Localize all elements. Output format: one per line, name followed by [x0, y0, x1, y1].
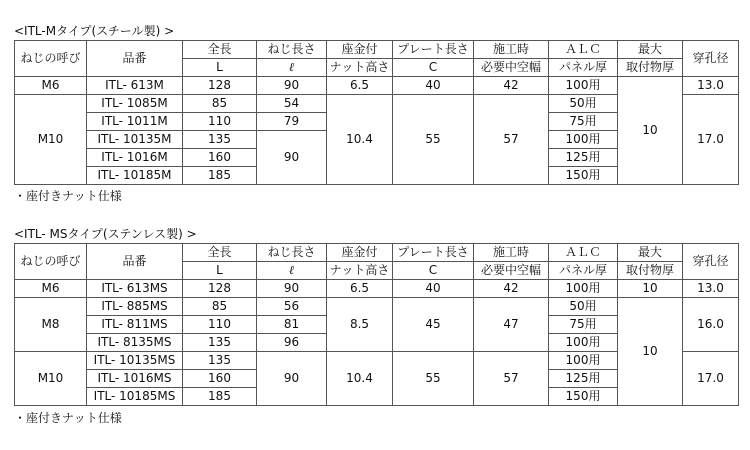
- header-hole: 穿孔径: [683, 41, 739, 77]
- cell-thread: 90: [257, 131, 327, 185]
- cell-part: ITL- 10135M: [87, 131, 183, 149]
- cell-hollow: 57: [474, 95, 549, 185]
- header-plate: プレート長さ: [393, 244, 474, 262]
- header-hollow-2: 必要中空幅: [474, 59, 549, 77]
- header-thread: ねじ長さ: [257, 41, 327, 59]
- cell-alc: 50用: [549, 95, 618, 113]
- cell-plate: 55: [393, 352, 474, 406]
- header-washer: 座金付: [327, 244, 393, 262]
- header-row: [15, 244, 739, 262]
- header-washer-2: ナット高さ: [327, 59, 393, 77]
- cell-alc: 150用: [549, 388, 618, 406]
- cell-part: ITL- 613MS: [87, 280, 183, 298]
- header-length-symbol: L: [183, 59, 257, 77]
- cell-nominal: M10: [15, 352, 87, 406]
- cell-alc: 100用: [549, 77, 618, 95]
- cell-washer: 8.5: [327, 298, 393, 352]
- cell-length: 160: [183, 370, 257, 388]
- cell-part: ITL- 1016M: [87, 149, 183, 167]
- cell-part: ITL- 885MS: [87, 298, 183, 316]
- cell-plate: 40: [393, 280, 474, 298]
- cell-length: 110: [183, 316, 257, 334]
- cell-length: 135: [183, 131, 257, 149]
- cell-alc: 125用: [549, 149, 618, 167]
- cell-length: 160: [183, 149, 257, 167]
- cell-part: ITL- 8135MS: [87, 334, 183, 352]
- cell-hole: 13.0: [683, 77, 739, 95]
- header-maxfix-2: 取付物厚: [618, 59, 683, 77]
- header-hollow-2: 必要中空幅: [474, 262, 549, 280]
- table-row: [15, 77, 739, 95]
- spec-table-itl-ms: [14, 243, 739, 406]
- cell-washer: 6.5: [327, 280, 393, 298]
- header-maxfix: 最大: [618, 41, 683, 59]
- cell-thread: 96: [257, 334, 327, 352]
- cell-length: 128: [183, 77, 257, 95]
- header-nominal: ねじの呼び: [15, 244, 87, 280]
- cell-maxfix: 10: [618, 280, 683, 298]
- cell-alc: 75用: [549, 316, 618, 334]
- header-plate-symbol: C: [393, 59, 474, 77]
- cell-alc: 125用: [549, 370, 618, 388]
- cell-part: ITL- 10185M: [87, 167, 183, 185]
- cell-hole: 16.0: [683, 298, 739, 352]
- cell-part: ITL- 613M: [87, 77, 183, 95]
- header-alc-2: パネル厚: [549, 59, 618, 77]
- cell-length: 110: [183, 113, 257, 131]
- cell-length: 185: [183, 167, 257, 185]
- cell-washer: 6.5: [327, 77, 393, 95]
- cell-alc: 50用: [549, 298, 618, 316]
- cell-part: ITL- 1085M: [87, 95, 183, 113]
- cell-plate: 55: [393, 95, 474, 185]
- cell-hole: 17.0: [683, 95, 739, 185]
- cell-hollow: 42: [474, 280, 549, 298]
- cell-part: ITL- 1016MS: [87, 370, 183, 388]
- header-hollow: 施工時: [474, 41, 549, 59]
- header-alc-2: パネル厚: [549, 262, 618, 280]
- header-maxfix-2: 取付物厚: [618, 262, 683, 280]
- table-row: [15, 280, 739, 298]
- header-washer: 座金付: [327, 41, 393, 59]
- cell-alc: 100用: [549, 280, 618, 298]
- cell-thread: 90: [257, 352, 327, 406]
- header-hole: 穿孔径: [683, 244, 739, 280]
- header-length: 全長: [183, 41, 257, 59]
- cell-hollow: 57: [474, 352, 549, 406]
- cell-thread: 90: [257, 280, 327, 298]
- cell-length: 85: [183, 95, 257, 113]
- cell-plate: 40: [393, 77, 474, 95]
- header-washer-2: ナット高さ: [327, 262, 393, 280]
- section2-note: ・座付きナット仕様: [14, 411, 122, 425]
- header-alc: ＡＬＣ: [549, 244, 618, 262]
- header-nominal: ねじの呼び: [15, 41, 87, 77]
- header-part: 品番: [87, 41, 183, 77]
- spec-table-itl-m: [14, 40, 739, 185]
- header-alc: ＡＬＣ: [549, 41, 618, 59]
- header-hollow: 施工時: [474, 244, 549, 262]
- header-row: [15, 41, 739, 59]
- section1-title: <ITL-Mタイプ(スチール製) >: [14, 24, 175, 38]
- cell-length: 135: [183, 352, 257, 370]
- cell-part: ITL- 1011M: [87, 113, 183, 131]
- cell-hollow: 47: [474, 298, 549, 352]
- cell-length: 128: [183, 280, 257, 298]
- header-plate: プレート長さ: [393, 41, 474, 59]
- cell-thread: 54: [257, 95, 327, 113]
- header-plate-symbol: C: [393, 262, 474, 280]
- cell-thread: 79: [257, 113, 327, 131]
- cell-alc: 150用: [549, 167, 618, 185]
- cell-thread: 90: [257, 77, 327, 95]
- cell-washer: 10.4: [327, 95, 393, 185]
- cell-length: 135: [183, 334, 257, 352]
- cell-alc: 100用: [549, 352, 618, 370]
- cell-part: ITL- 811MS: [87, 316, 183, 334]
- cell-maxfix: 10: [618, 77, 683, 185]
- cell-maxfix: 10: [618, 298, 683, 406]
- cell-nominal: M6: [15, 280, 87, 298]
- cell-nominal: M6: [15, 77, 87, 95]
- cell-nominal: M10: [15, 95, 87, 185]
- cell-hole: 13.0: [683, 280, 739, 298]
- cell-plate: 45: [393, 298, 474, 352]
- cell-hollow: 42: [474, 77, 549, 95]
- header-length-symbol: L: [183, 262, 257, 280]
- cell-alc: 100用: [549, 334, 618, 352]
- table-row: [15, 298, 739, 316]
- section2-title: <ITL- MSタイプ(ステンレス製) >: [14, 227, 197, 241]
- cell-alc: 100用: [549, 131, 618, 149]
- section1-note: ・座付きナット仕様: [14, 189, 122, 203]
- cell-alc: 75用: [549, 113, 618, 131]
- header-thread-symbol: ℓ: [257, 262, 327, 280]
- cell-washer: 10.4: [327, 352, 393, 406]
- cell-thread: 56: [257, 298, 327, 316]
- cell-length: 85: [183, 298, 257, 316]
- cell-length: 185: [183, 388, 257, 406]
- cell-part: ITL- 10185MS: [87, 388, 183, 406]
- header-thread-symbol: ℓ: [257, 59, 327, 77]
- header-maxfix: 最大: [618, 244, 683, 262]
- cell-part: ITL- 10135MS: [87, 352, 183, 370]
- header-thread: ねじ長さ: [257, 244, 327, 262]
- header-part: 品番: [87, 244, 183, 280]
- cell-thread: 81: [257, 316, 327, 334]
- header-length: 全長: [183, 244, 257, 262]
- cell-nominal: M8: [15, 298, 87, 352]
- cell-hole: 17.0: [683, 352, 739, 406]
